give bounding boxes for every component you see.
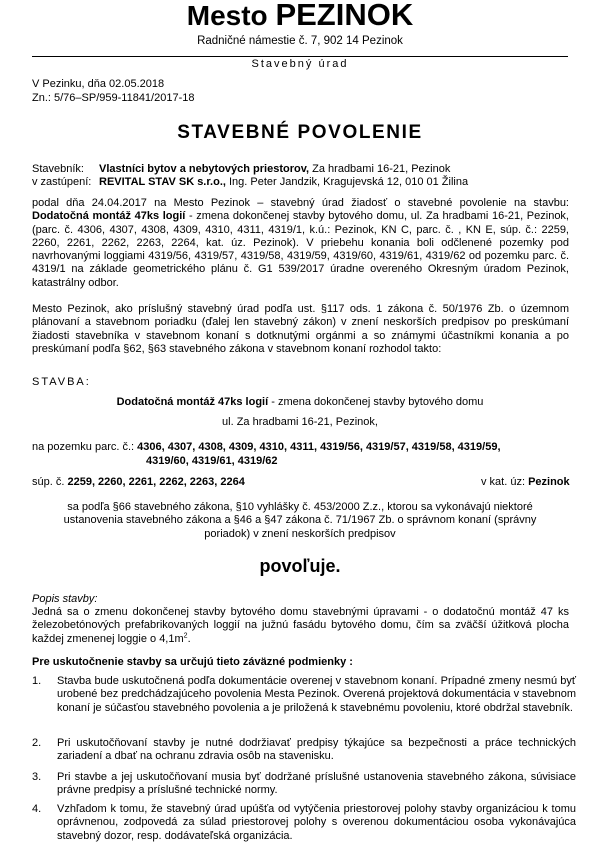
sup-numbers: 2259, 2260, 2261, 2262, 2263, 2264	[67, 476, 245, 488]
office-name: Stavebný úrad	[251, 58, 349, 70]
stavba-name	[0, 396, 600, 409]
stavba-name-bold: Dodatočná montáž 47ks logií	[116, 396, 269, 408]
builder-address: Za hradbami 16-21, Pezinok	[309, 163, 451, 175]
sup-label: súp. č.	[32, 476, 68, 488]
town-prefix: Mesto	[186, 0, 276, 31]
condition-number: 4.	[32, 803, 42, 815]
document-title: STAVEBNÉ POVOLENIE	[177, 122, 423, 143]
condition-text: Stavba bude uskutočnená podľa dokumentácie overenej v stavebnom konaní. Prípadné zmeny nesmú byť urobené bez predchádzajúceho povolenia Mesta Pezinok. Overená projektová dokumentácia v stavebnom konaní je súčasťou stavebného povolenia a je priložená k stavebnému povoleniu, ktoré obdržal stavebník.	[57, 675, 576, 714]
authority-paragraph: Mesto Pezinok, ako príslušný stavebný úrad podľa ust. §117 ods. 1 zákona č. 50/1976 Zb. o územnom plánovaní a stavebnom poriadku (ďalej len stavebný zákon) v znení neskorších predpisov po preskúmaní žiadosti stavebníka v stavebnom konaní s dotknutými orgánmi a so známymi účastníkmi konania a po preskúmaní podľa §62, §63 stavebného zákona v stavebnom konaní rozhodol takto:	[32, 303, 569, 355]
description-text	[32, 606, 569, 646]
parcels-list-cont: 4319/60, 4319/61, 4319/62	[146, 455, 278, 467]
application-paragraph	[32, 197, 569, 290]
cadastre-label: v kat. úz:	[481, 476, 529, 488]
condition-item	[32, 771, 576, 799]
representative-name: REVITAL STAV SK s.r.o.,	[99, 176, 226, 188]
legal-basis: sa podľa §66 stavebného zákona, §10 vyhlášky č. 453/2000 Z.z., ktorou sa vykonávajú niektoré ustanovenia stavebného zákona a §46 a §47 zákona č. 71/1967 Zb. o správnom konaní (správny poriadok) v znení neskorších predpisov	[63, 501, 537, 540]
condition-text: Pri uskutočňovaní stavby je nutné dodržiavať predpisy týkajúce sa bezpečnosti a práce technických zariadení a dbať na ochranu zdravia osôb na stavenisku.	[57, 737, 576, 763]
representative-details: Ing. Peter Jandzik, Kragujevská 12, 010 01 Žilina	[225, 176, 469, 188]
representative-row	[32, 176, 572, 189]
description-unit-sup: 2	[183, 631, 188, 639]
reference-number: Zn.: 5/76–SP/959-11841/2017-18	[32, 92, 195, 104]
builder-label: Stavebník:	[32, 163, 84, 175]
condition-item	[32, 675, 576, 731]
condition-text: Pri stavbe a jej uskutočňovaní musia byť dodržané príslušné ustanovenia stavebného zákona, súvisiace právne predpisy a príslušné technické normy.	[57, 771, 576, 797]
application-details: - zmena dokončenej stavby bytového domu, ul. Za hradbami 16-21, Pezinok, (parc. č. 4306, 4307, 4308, 4309, 4310, 4311, 4319/1, k.ú.: Pezinok, KN C, parc. č. , KN E, súp. č.: 2259, 2260, 2261, 2262, 2263, 2264, kat. úz. Pezinok). V priebehu konania boli odčlenené pozemky pod navrhovanými loggiami 4319/56, 4319/57, 4319/58, 4319/59, 4319/60, 4319/61, 4319/62 od pozemku parc. č. 4319/1 na základe geometrického plánu č. G1 539/2017 úradne overeného Okresným úradom Pezinok, katastrálny odbor.	[32, 210, 569, 289]
condition-number: 1.	[32, 675, 42, 687]
builder-row	[32, 163, 572, 176]
condition-item	[32, 737, 576, 765]
header-divider	[32, 56, 568, 57]
town-address: Radničné námestie č. 7, 902 14 Pezinok	[197, 35, 403, 47]
description-body: Jedná sa o zmenu dokončenej stavby bytového domu stavebnými úpravami - o dodatočnú montáž 47 ks železobetónových prefabrikovaných loggií na južnú fasádu bytového domu, čím sa zväčší úžitková plocha každej zmenenej loggie o 4,1m	[32, 606, 569, 645]
town-name: PEZINOK	[275, 0, 414, 32]
place-date: V Pezinku, dňa 02.05.2018	[32, 78, 165, 90]
application-project-name: Dodatočná montáž 47ks logií	[32, 210, 186, 223]
condition-number: 3.	[32, 771, 42, 783]
description-label: Popis stavby:	[32, 593, 98, 605]
representative-label: v zastúpení:	[32, 176, 92, 188]
condition-item	[32, 803, 576, 845]
stavba-street: ul. Za hradbami 16-21, Pezinok,	[222, 416, 378, 428]
town-title	[0, 0, 600, 33]
cadastre-name: Pezinok	[528, 476, 570, 488]
condition-number: 2.	[32, 737, 42, 749]
sup-numbers-row	[32, 476, 245, 489]
builder-name: Vlastníci bytov a nebytových priestorov,	[99, 163, 310, 175]
stavba-name-rest: - zmena dokončenej stavby bytového domu	[268, 396, 484, 408]
condition-text: Vzhľadom k tomu, že stavebný úrad upúšťa od vytýčenia priestorovej polohy stavby organizáciou k tomu oprávnenou, zodpovedá za súlad priestorovej polohy s overenou dokumentáciou osoba vykonávajúca stavebný dozor, resp. dodávateľská organizácia.	[57, 803, 576, 842]
parcels-list: 4306, 4307, 4308, 4309, 4310, 4311, 4319/56, 4319/57, 4319/58, 4319/59,	[137, 441, 501, 453]
conditions-heading: Pre uskutočnenie stavby sa určujú tieto záväzné podmienky :	[32, 656, 353, 668]
application-intro: podal dňa 24.04.2017 na Mesto Pezinok – stavebný úrad žiadosť o stavebné povolenie na stavbu:	[32, 197, 569, 209]
parcels-label: na pozemku parc. č.:	[32, 441, 138, 453]
cadastre-row	[481, 476, 570, 489]
parcels-row	[32, 441, 572, 454]
stavba-label: STAVBA:	[32, 376, 91, 388]
decision-verb: povoľuje.	[259, 556, 341, 576]
description-end: .	[187, 632, 191, 645]
